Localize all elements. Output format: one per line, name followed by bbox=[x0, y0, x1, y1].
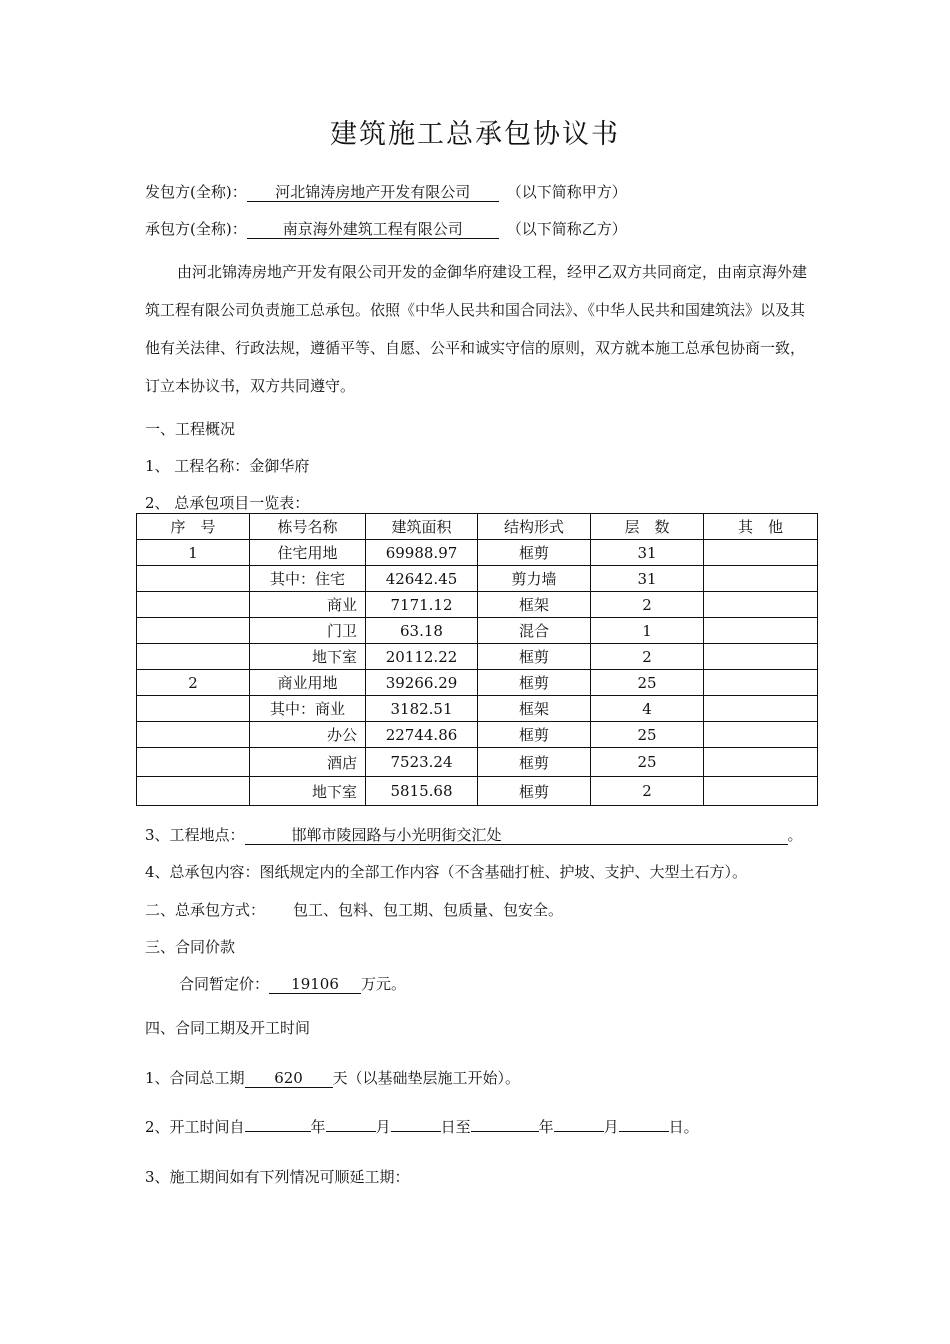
document-title: 建筑施工总承包协议书 bbox=[330, 119, 620, 150]
price-value: 19106 bbox=[269, 976, 361, 994]
table-row bbox=[137, 696, 818, 722]
header-area: 建筑面积 bbox=[366, 514, 478, 540]
project-name-label: 1、 工程名称： bbox=[145, 457, 250, 475]
start-year-blank bbox=[245, 1131, 311, 1132]
cell-name: 住宅用地 bbox=[250, 540, 366, 566]
end-day-blank bbox=[619, 1131, 669, 1132]
table-row bbox=[137, 644, 818, 670]
cell-structure: 混合 bbox=[478, 618, 591, 644]
cell-floors: 31 bbox=[591, 540, 704, 566]
cell-name: 门卫 bbox=[250, 618, 366, 644]
header-floors: 层 数 bbox=[591, 514, 704, 540]
cell-other bbox=[704, 592, 818, 618]
day-end-label: 日。 bbox=[668, 1118, 699, 1136]
cell-area: 5815.68 bbox=[366, 777, 478, 806]
location-value-wrap bbox=[245, 827, 788, 845]
start-time-line bbox=[145, 1116, 699, 1137]
price-unit: 万元。 bbox=[361, 975, 407, 993]
cell-floors: 31 bbox=[591, 566, 704, 592]
project-name-value: 金御华府 bbox=[249, 457, 310, 475]
cell-name: 酒店 bbox=[250, 748, 366, 777]
header-no: 序 号 bbox=[137, 514, 250, 540]
cell-name: 其中：住宅 bbox=[250, 566, 366, 592]
location-value: 邯郸市陵园路与小光明街交汇处 bbox=[291, 826, 502, 844]
start-month-label: 月 bbox=[375, 1118, 391, 1136]
table-row bbox=[137, 618, 818, 644]
cell-no bbox=[137, 722, 250, 748]
cell-other bbox=[704, 748, 818, 777]
cell-other bbox=[704, 540, 818, 566]
end-month-blank bbox=[554, 1131, 604, 1132]
duration-line bbox=[145, 1067, 520, 1088]
cell-other bbox=[704, 777, 818, 806]
party-b-note: （以下简称乙方） bbox=[506, 220, 627, 238]
cell-structure: 框架 bbox=[478, 696, 591, 722]
cell-area: 69988.97 bbox=[366, 540, 478, 566]
cell-name: 地下室 bbox=[250, 644, 366, 670]
end-month-label: 月 bbox=[603, 1118, 619, 1136]
price-label: 合同暂定价： bbox=[179, 975, 270, 993]
cell-area: 42642.45 bbox=[366, 566, 478, 592]
start-label: 2、开工时间自 bbox=[145, 1118, 245, 1136]
day-to-label: 日至 bbox=[440, 1118, 471, 1136]
cell-structure: 框剪 bbox=[478, 540, 591, 566]
project-name-line bbox=[145, 455, 309, 476]
section2-heading: 二、总承包方式： bbox=[145, 901, 266, 919]
party-a-name: 河北锦涛房地产开发有限公司 bbox=[247, 184, 499, 202]
cell-floors: 2 bbox=[591, 592, 704, 618]
party-a-line bbox=[145, 181, 627, 202]
cell-no bbox=[137, 777, 250, 806]
price-line bbox=[179, 973, 406, 994]
project-list-heading: 2、 总承包项目一览表： bbox=[145, 494, 310, 512]
intro-paragraph: 由河北锦涛房地产开发有限公司开发的金御华府建设工程，经甲乙双方共同商定，由南京海外建筑工程有限公司负责施工总承包。依照《中华人民共和国合同法》、《中华人民共和国建筑法》以及其他有关法律、行政法规，遵循平等、自愿、公平和诚实守信的原则，双方就本施工总承包协商一致，订立本协议书，双方共同遵守。 bbox=[145, 263, 808, 395]
cell-structure: 框剪 bbox=[478, 748, 591, 777]
cell-other bbox=[704, 696, 818, 722]
cell-other bbox=[704, 722, 818, 748]
cell-no bbox=[137, 644, 250, 670]
duration-unit: 天（以基础垫层施工开始）。 bbox=[332, 1069, 521, 1087]
cell-other bbox=[704, 644, 818, 670]
party-b-line bbox=[145, 218, 627, 239]
cell-name: 其中：商业 bbox=[250, 696, 366, 722]
duration-label: 1、合同总工期 bbox=[145, 1069, 245, 1087]
cell-no bbox=[137, 696, 250, 722]
cell-area: 7523.24 bbox=[366, 748, 478, 777]
header-other: 其 他 bbox=[704, 514, 818, 540]
cell-name: 办公 bbox=[250, 722, 366, 748]
cell-area: 20112.22 bbox=[366, 644, 478, 670]
cell-no bbox=[137, 566, 250, 592]
party-b-label: 承包方(全称)： bbox=[145, 220, 247, 238]
party-b-name: 南京海外建筑工程有限公司 bbox=[247, 221, 499, 239]
party-a-label: 发包方(全称)： bbox=[145, 183, 247, 201]
cell-area: 3182.51 bbox=[366, 696, 478, 722]
table-row bbox=[137, 670, 818, 696]
cell-floors: 25 bbox=[591, 722, 704, 748]
cell-floors: 4 bbox=[591, 696, 704, 722]
cell-structure: 框剪 bbox=[478, 722, 591, 748]
start-month-blank bbox=[326, 1131, 376, 1132]
table-row bbox=[137, 540, 818, 566]
party-a-note: （以下简称甲方） bbox=[506, 183, 627, 201]
cell-structure: 框架 bbox=[478, 592, 591, 618]
cell-no bbox=[137, 618, 250, 644]
table-header-row bbox=[137, 514, 818, 540]
cell-floors: 2 bbox=[591, 644, 704, 670]
start-year-label: 年 bbox=[310, 1118, 326, 1136]
cell-floors: 2 bbox=[591, 777, 704, 806]
duration-value: 620 bbox=[245, 1070, 333, 1088]
cell-area: 7171.12 bbox=[366, 592, 478, 618]
table-row bbox=[137, 748, 818, 777]
cell-name: 商业用地 bbox=[250, 670, 366, 696]
header-structure: 结构形式 bbox=[478, 514, 591, 540]
location-end: 。 bbox=[787, 826, 803, 844]
section2-line bbox=[145, 899, 563, 920]
cell-name: 商业 bbox=[250, 592, 366, 618]
scope-line: 4、总承包内容：图纸规定内的全部工作内容（不含基础打桩、护坡、支护、大型土石方）。 bbox=[145, 863, 748, 881]
section1-heading: 一、工程概况 bbox=[145, 420, 236, 438]
table-row bbox=[137, 592, 818, 618]
cell-no: 2 bbox=[137, 670, 250, 696]
cell-area: 39266.29 bbox=[366, 670, 478, 696]
section3-heading: 三、合同价款 bbox=[145, 938, 236, 956]
cell-structure: 剪力墙 bbox=[478, 566, 591, 592]
cell-other bbox=[704, 670, 818, 696]
location-line bbox=[145, 824, 803, 845]
start-day-blank bbox=[391, 1131, 441, 1132]
location-label: 3、工程地点： bbox=[145, 826, 245, 844]
extension-line: 3、施工期间如有下列情况可顺延工期： bbox=[145, 1168, 410, 1186]
table-row bbox=[137, 777, 818, 806]
cell-floors: 25 bbox=[591, 670, 704, 696]
table-row bbox=[137, 566, 818, 592]
cell-name: 地下室 bbox=[250, 777, 366, 806]
cell-floors: 1 bbox=[591, 618, 704, 644]
cell-area: 22744.86 bbox=[366, 722, 478, 748]
project-table bbox=[136, 513, 818, 806]
section2-value: 包工、包料、包工期、包质量、包安全。 bbox=[293, 901, 564, 919]
section4-heading: 四、合同工期及开工时间 bbox=[145, 1019, 311, 1037]
end-year-blank bbox=[471, 1131, 539, 1132]
cell-area: 63.18 bbox=[366, 618, 478, 644]
cell-no: 1 bbox=[137, 540, 250, 566]
cell-structure: 框剪 bbox=[478, 777, 591, 806]
cell-no bbox=[137, 592, 250, 618]
cell-other bbox=[704, 618, 818, 644]
cell-no bbox=[137, 748, 250, 777]
cell-structure: 框剪 bbox=[478, 644, 591, 670]
header-name: 栋号名称 bbox=[250, 514, 366, 540]
cell-structure: 框剪 bbox=[478, 670, 591, 696]
end-year-label: 年 bbox=[538, 1118, 554, 1136]
cell-other bbox=[704, 566, 818, 592]
table-row bbox=[137, 722, 818, 748]
cell-floors: 25 bbox=[591, 748, 704, 777]
